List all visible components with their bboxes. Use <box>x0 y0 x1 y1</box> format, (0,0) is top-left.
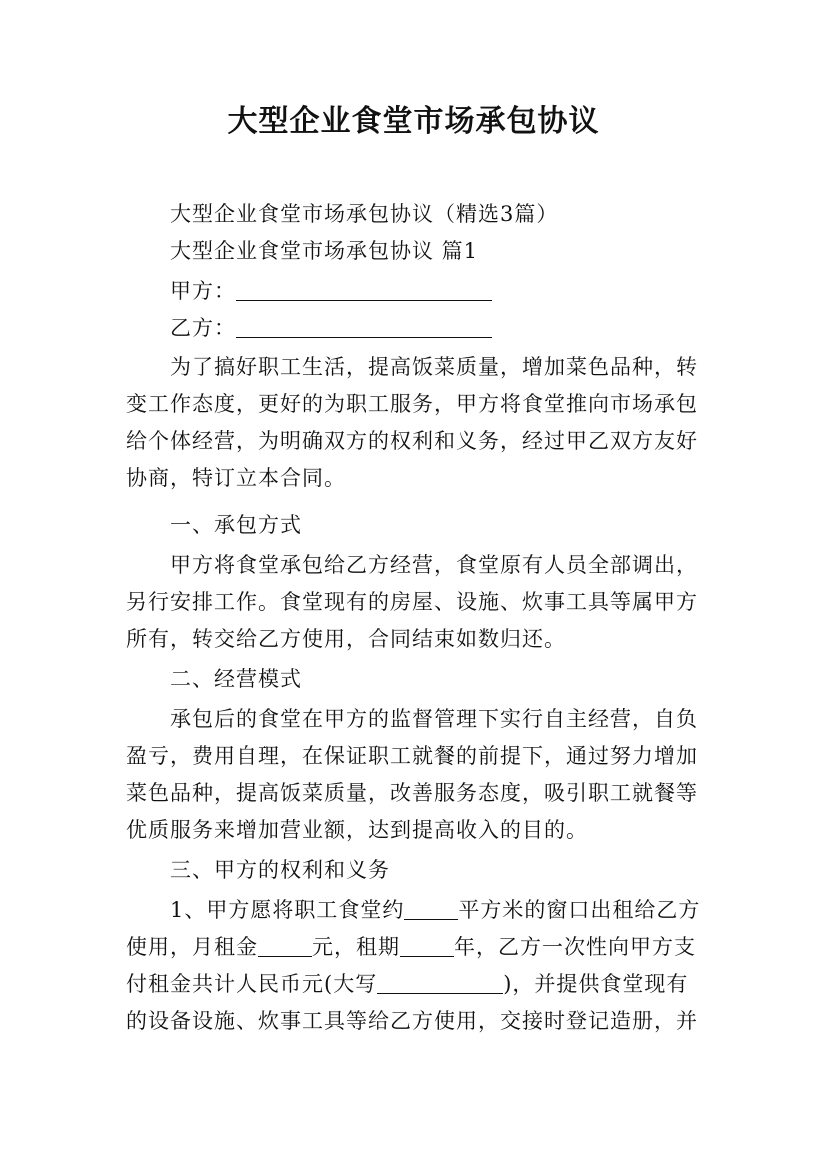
section-line: 甲方将食堂承包给乙方经营，食堂原有人员全部调出， <box>170 553 698 577</box>
item1-text: 使用，月租金 <box>126 935 258 959</box>
area-blank <box>404 897 458 920</box>
party-b-label: 乙方： <box>170 316 236 340</box>
item1-line2 <box>126 929 716 965</box>
section-heading: 三、甲方的权利和义务 <box>170 858 390 882</box>
item1-text: 付租金共计人民币元(大写 <box>126 972 378 996</box>
intro-line: 为了搞好职工生活，提高饭菜质量，增加菜色品种，转 <box>170 355 698 379</box>
item1-line3 <box>126 966 716 1002</box>
item1-line4: 的设备设施、炊事工具等给乙方使用，交接时登记造册，并 <box>126 1009 698 1033</box>
document-title: 大型企业食堂市场承包协议 <box>227 104 600 139</box>
intro-line: 给个体经营，为明确双方的权利和义务，经过甲乙双方友好 <box>126 429 698 453</box>
section-line: 盈亏，费用自理，在保证职工就餐的前提下，通过努力增加 <box>126 744 698 768</box>
amount-words-blank <box>377 971 503 994</box>
party-a-label: 甲方： <box>170 279 236 303</box>
item1-line1 <box>170 892 760 928</box>
section-heading: 二、经营模式 <box>170 667 302 691</box>
item1-text: )，并提供食堂现有 <box>503 972 689 996</box>
item1-text: 年，乙方一次性向甲方支 <box>454 935 696 959</box>
intro-line: 变工作态度，更好的为职工服务，甲方将食堂推向市场承包 <box>126 392 698 416</box>
party-b-line <box>170 310 760 346</box>
rent-blank <box>258 934 312 957</box>
item1-text: 平方米的窗口出租给乙方 <box>458 898 701 922</box>
item1-text: 元，租期 <box>312 935 400 959</box>
term-blank <box>400 934 454 957</box>
party-a-line <box>170 273 760 309</box>
party-a-blank <box>236 278 492 301</box>
section-heading: 一、承包方式 <box>170 513 302 537</box>
section-line: 优质服务来增加营业额，达到提高收入的目的。 <box>126 818 588 842</box>
subtitle: 大型企业食堂市场承包协议（精选3篇） <box>170 202 559 226</box>
item1-text: 1、甲方愿将职工食堂约 <box>170 898 405 922</box>
section-line: 菜色品种，提高饭菜质量，改善服务态度，吸引职工就餐等 <box>126 781 698 805</box>
section-line: 所有，转交给乙方使用，合同结束如数归还。 <box>126 627 566 651</box>
part-heading: 大型企业食堂市场承包协议 篇1 <box>170 239 479 263</box>
intro-line: 协商，特订立本合同。 <box>126 466 346 490</box>
section-line: 另行安排工作。食堂现有的房屋、设施、炊事工具等属甲方 <box>126 590 698 614</box>
party-b-blank <box>236 315 492 338</box>
section-line: 承包后的食堂在甲方的监督管理下实行自主经营，自负 <box>170 707 698 731</box>
